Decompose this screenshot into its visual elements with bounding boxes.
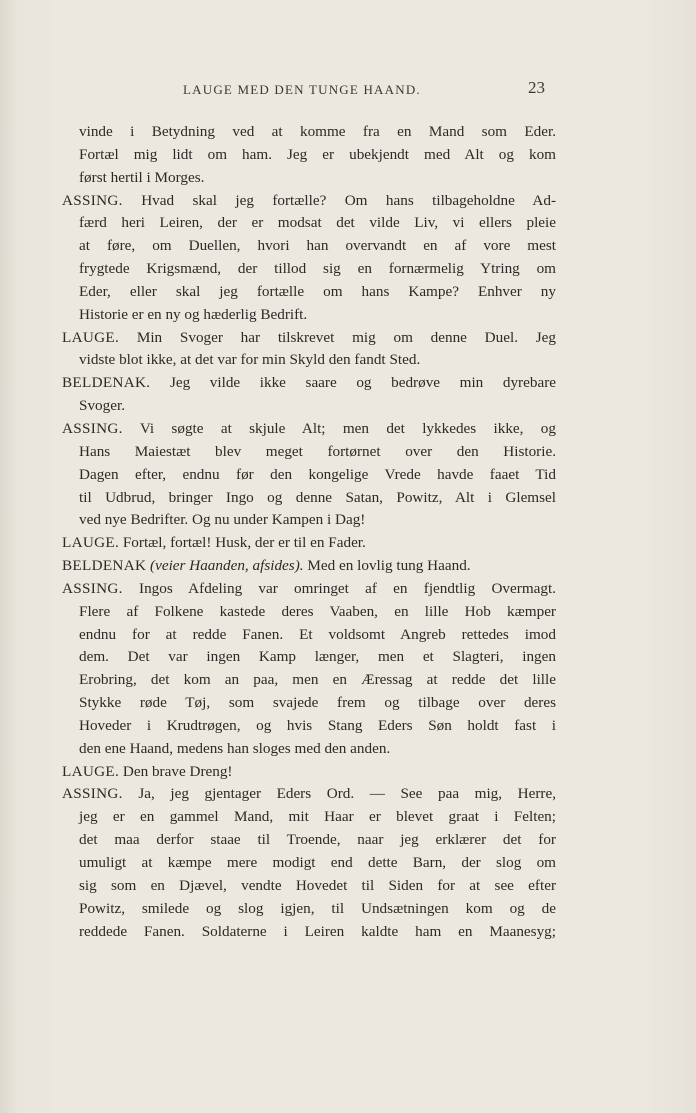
speech-line: ASSING. Vi søgte at skjule Alt; men det lykkedes ikke, og bbox=[62, 419, 556, 437]
text-line: jeg er en gammel Mand, mit Haar er blevet graat i Felten; bbox=[79, 808, 556, 826]
page-header bbox=[0, 78, 696, 102]
text-line: Erobring, det kom an paa, men en Æressag at redde det lille bbox=[79, 671, 556, 689]
text-line: Eder, eller skal jeg fortælle om hans Kampe? Enhver ny bbox=[79, 282, 556, 300]
text-line: Hoveder i Krudtrøgen, og hvis Stang Eders Søn holdt fast i bbox=[79, 716, 556, 734]
speech-line: LAUGE. Min Svoger har tilskrevet mig om denne Duel. Jeg bbox=[62, 328, 556, 346]
speaker-name: ASSING. bbox=[62, 419, 123, 437]
speaker-name: LAUGE. bbox=[62, 762, 120, 780]
text-line: Historie er en ny og hæderlig Bedrift. bbox=[79, 305, 308, 323]
speaker-name: ASSING. bbox=[62, 191, 123, 209]
text-line: den ene Haand, medens han sloges med den anden. bbox=[79, 739, 391, 757]
text-line: Stykke røde Tøj, som svajede frem og tilbage over deres bbox=[79, 694, 556, 712]
text-line: Powitz, smilede og slog igjen, til Undsætningen kom og de bbox=[79, 899, 556, 917]
text-line: at føre, om Duellen, hvori han overvandt en af vore mest bbox=[79, 237, 556, 255]
speaker-name: ASSING. bbox=[62, 579, 123, 597]
text-line: vinde i Betydning ved at komme fra en Mand som Eder. bbox=[79, 123, 556, 140]
dialogue-text bbox=[62, 121, 556, 943]
text-line: frygtede Krigsmænd, der tillod sig en fornærmelig Ytring om bbox=[79, 260, 556, 278]
speech-line: LAUGE. Fortæl, fortæl! Husk, der er til en Fader. bbox=[62, 534, 366, 552]
text-line: endnu for at redde Fanen. Et voldsomt Angreb rettedes imod bbox=[79, 625, 556, 643]
text-line: ved nye Bedrifter. Og nu under Kampen i Dag! bbox=[79, 511, 366, 529]
text-line: dem. Det var ingen Kamp længer, men et Slagteri, ingen bbox=[79, 648, 556, 666]
text-line: Hans Maiestæt blev meget fortørnet over den Historie. bbox=[79, 442, 556, 460]
text-line: Fortæl mig lidt om ham. Jeg er ubekjendt med Alt og kom bbox=[79, 145, 556, 163]
text-line: først hertil i Morges. bbox=[79, 168, 205, 186]
speaker-name: BELDENAK bbox=[62, 557, 147, 575]
speech-line: ASSING. Ja, jeg gjentager Eders Ord. — See paa mig, Herre, bbox=[62, 785, 556, 803]
stage-direction: (veier Haanden, afsides). bbox=[150, 557, 304, 575]
speaker-name: LAUGE. bbox=[62, 534, 120, 552]
speech-line: ASSING. Ingos Afdeling var omringet af en fjendtlig Overmagt. bbox=[62, 579, 556, 597]
text-line: sig som en Djævel, vendte Hovedet til Siden for at see efter bbox=[79, 876, 556, 894]
speaker-name: ASSING. bbox=[62, 785, 123, 803]
running-head: LAUGE MED DEN TUNGE HAAND. bbox=[183, 82, 421, 97]
page-number: 23 bbox=[528, 78, 545, 97]
speech-line: BELDENAK. Jeg vilde ikke saare og bedrøve min dyrebare bbox=[62, 374, 556, 392]
text-line: færd heri Leiren, der er modsat det vilde Liv, vi ellers pleie bbox=[79, 214, 556, 232]
speech-line: BELDENAK (veier Haanden, afsides). Med en lovlig tung Haand. bbox=[62, 557, 471, 575]
speech-line: ASSING. Hvad skal jeg fortælle? Om hans tilbageholdne Ad- bbox=[62, 191, 556, 209]
text-line: Dagen efter, endnu før den kongelige Vrede havde faaet Tid bbox=[79, 465, 556, 483]
text-line: vidste blot ikke, at det var for min Skyld den fandt Sted. bbox=[79, 351, 421, 369]
speaker-name: LAUGE. bbox=[62, 328, 120, 346]
speech-line: LAUGE. Den brave Dreng! bbox=[62, 762, 233, 780]
text-line: Svoger. bbox=[79, 397, 125, 415]
text-line: umuligt at kæmpe mere modigt end dette Barn, der slog om bbox=[79, 854, 556, 871]
text-line: det maa derfor staae til Troende, naar jeg erklærer det for bbox=[79, 831, 556, 849]
text-line: reddede Fanen. Soldaterne i Leiren kaldte ham en Maanesyg; bbox=[79, 922, 556, 940]
text-line: til Udbrud, bringer Ingo og denne Satan, Powitz, Alt i Glemsel bbox=[79, 488, 556, 506]
text-line: Flere af Folkene kastede deres Vaaben, en lille Hob kæmper bbox=[79, 602, 556, 620]
speaker-name: BELDENAK. bbox=[62, 374, 151, 392]
